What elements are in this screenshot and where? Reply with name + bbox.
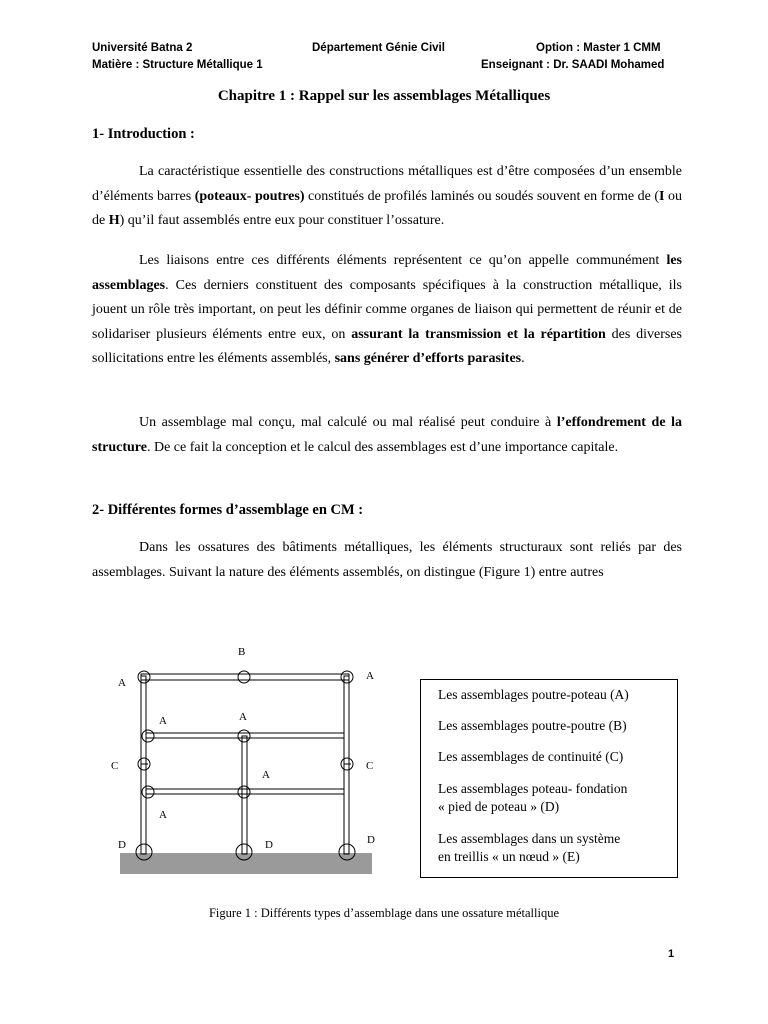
joint-circle: [138, 671, 150, 683]
legend-item-d-cont: « pied de poteau » (D): [438, 799, 560, 814]
beam-roof: [141, 674, 349, 680]
joint-circle: [142, 730, 154, 742]
beam-level-1: [146, 789, 344, 794]
joint-circle: [238, 786, 250, 798]
label-d: D: [118, 839, 126, 851]
intro-paragraph-1: La caractéristique essentielle des constructions métalliques est d’être composées d’un ensemble d’éléments barres (poteaux- poutres) constitués de profilés laminés ou soudés souvent en forme de (I ou de H) qu’il faut assemblés entre eux pour constituer l’ossature.: [92, 164, 683, 228]
legend-item-e: Les assemblages dans un système: [438, 831, 621, 846]
column-right: [344, 676, 349, 854]
frame-diagram: [100, 640, 390, 900]
figure-caption: Figure 1 : Différents types d’assemblage dans une ossature métallique: [208, 906, 560, 920]
header-option: Option : Master 1 CMM: [536, 42, 661, 54]
label-a: A: [239, 711, 247, 723]
label-c: C: [366, 760, 374, 772]
section-2-heading: 2- Différentes formes d’assemblage en CM :: [92, 502, 364, 518]
joint-circle: [142, 786, 154, 798]
column-middle: [242, 736, 247, 854]
intro-paragraph-3: Un assemblage mal conçu, mal calculé ou mal réalisé peut conduire à l’effondrement de la structure. De ce fait la conception et le calcul des assemblages est d’une importance capitale.: [92, 415, 682, 455]
header-subject: Matière : Structure Métallique 1: [92, 59, 263, 71]
label-d: D: [367, 834, 375, 846]
label-b: B: [238, 646, 246, 658]
joint-circle: [341, 671, 353, 683]
label-a: A: [159, 715, 167, 727]
foundation-ground: [120, 853, 372, 874]
section-2-paragraph: Dans les ossatures des bâtiments métalliques, les éléments structuraux sont reliés par des assemblages. Suivant la nature des éléments assemblés, on distingue (Figure 1) entre autres: [92, 540, 682, 580]
figure-legend: [420, 679, 678, 878]
column-left: [141, 676, 146, 854]
legend-item-a: Les assemblages poutre-poteau (A): [438, 687, 629, 702]
header-university: Université Batna 2: [92, 42, 193, 54]
header-teacher: Enseignant : Dr. SAADI Mohamed: [481, 59, 665, 71]
legend-item-c: Les assemblages de continuité (C): [438, 749, 624, 764]
section-1-heading: 1- Introduction :: [92, 126, 195, 142]
intro-paragraph-2: Les liaisons entre ces différents éléments représentent ce qu’on appelle communément les assemblages. Ces derniers constituent des composants spécifiques à la construction métallique, ils jouent un rôle très important, on peut les définir comme organes de liaison qui permettent de réunir et de solidariser plusieurs éléments entre eux, on assurant la transmission et la répartition des diverses sollicitations entre les éléments assemblés, sans générer d’efforts parasites.: [92, 253, 682, 366]
label-a: A: [262, 769, 270, 781]
label-a: A: [118, 677, 126, 689]
joint-circle: [238, 671, 250, 683]
label-a: A: [159, 809, 167, 821]
legend-item-d: Les assemblages poteau- fondation: [438, 781, 628, 796]
chapter-title: Chapitre 1 : Rappel sur les assemblages Métalliques: [217, 88, 551, 104]
header-department: Département Génie Civil: [312, 42, 445, 54]
legend-item-e-cont: en treillis « un nœud » (E): [438, 849, 580, 864]
label-c: C: [111, 760, 119, 772]
label-d: D: [265, 839, 273, 851]
legend-item-b: Les assemblages poutre-poutre (B): [438, 718, 627, 733]
page-number: 1: [668, 948, 675, 960]
label-a: A: [366, 670, 374, 682]
